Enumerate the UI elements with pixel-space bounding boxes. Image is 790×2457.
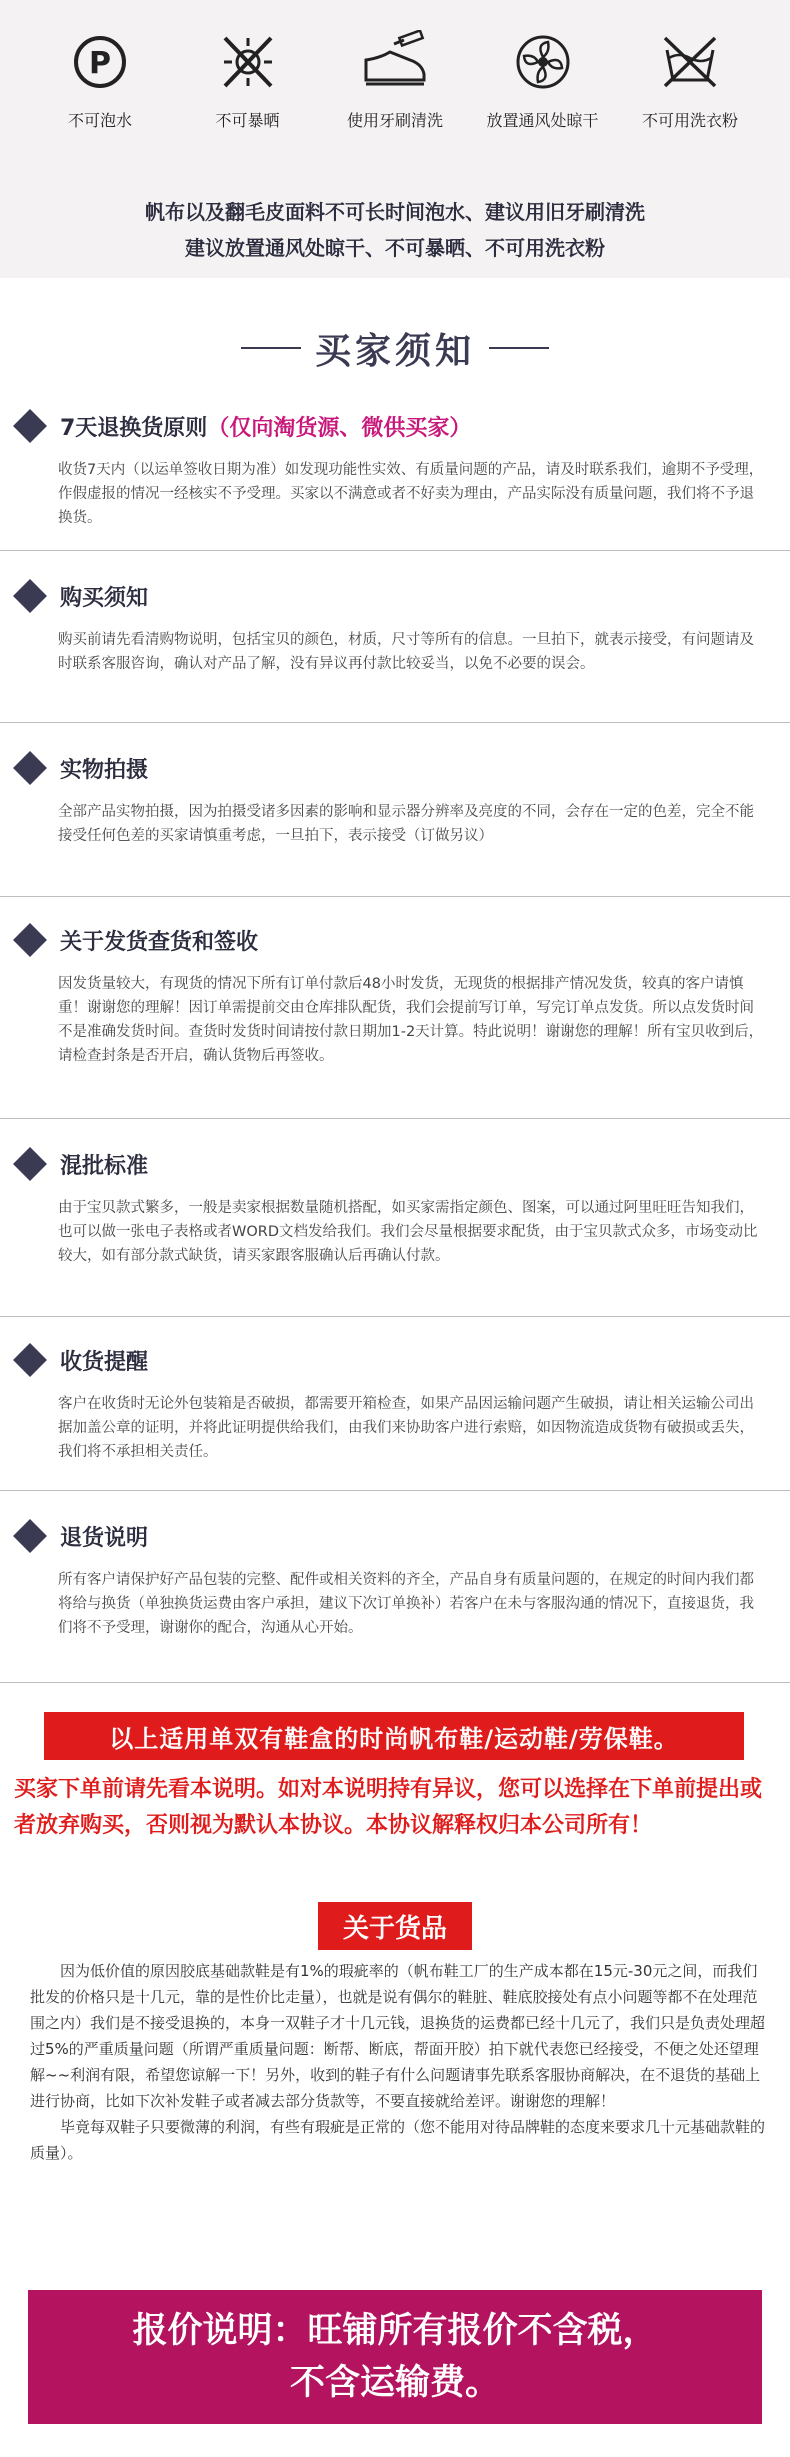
section-divider [0,1490,790,1491]
section-mixed-batch [0,1142,790,1268]
no-detergent-icon [655,30,725,94]
diamond-bullet-icon [13,1147,47,1181]
section-body: 购买前请先看清购物说明，包括宝贝的颜色，材质，尺寸等所有的信息。一旦拍下，就表示接受，有问题请及时联系客服咨询，确认对产品了解，没有异议再付款比较妥当，以免不必要的误会。 [58,632,754,672]
diamond-bullet-icon [13,579,47,613]
care-label: 不可暴晒 [215,111,280,130]
quote-line: 报价说明：旺铺所有报价不含税， [132,2311,658,2351]
section-real-photos [0,746,790,848]
applicability-banner: 以上适用单双有鞋盒的时尚帆布鞋/运动鞋/劳保鞋。 [44,1712,744,1760]
section-header [0,918,790,962]
section-return-note [0,1514,790,1640]
care-label: 使用牙刷清洗 [346,111,443,130]
care-summary-line: 帆布以及翻毛皮面料不可长时间泡水、建议用旧牙刷清洗 [145,200,645,224]
diamond-bullet-icon [13,923,47,957]
section-receipt-reminder [0,1338,790,1464]
section-divider [0,896,790,897]
care-label: 不可泡水 [67,111,132,130]
care-icon-row [30,30,760,140]
care-summary-line: 建议放置通风处晾干、不可暴晒、不可用洗衣粉 [185,236,605,260]
section-body: 因发货量较大，有现货的情况下所有订单付款后48小时发货，无现货的根据排产情况发货，较真的客户请慎重！谢谢您的理解！因订单需提前交由仓库排队配货，我们会提前写订单，写完订单点发货。所以点发货时间不是准确发货时间。查货时发货时间请按付款日期加1-2天计算。特此说明！谢谢您的理解！所有宝贝收到后，请检查封条是否开启，确认货物后再签收。 [58,976,764,1064]
section-divider [0,722,790,723]
section-divider [0,1316,790,1317]
care-label: 放置通风处晾干 [486,111,599,130]
section-header [0,1338,790,1382]
section-body: 客户在收货时无论外包装箱是否破损，都需要开箱检查，如果产品因运输问题产生破损，请让相关运输公司出据加盖公章的证明，并将此证明提供给我们，由我们来协助客户进行索赔，如因物流造成货物有破损或丢失，我们将不承担相关责任。 [58,1396,754,1460]
quote-line: 不含运输费。 [289,2363,500,2403]
care-item-brush [325,30,465,140]
section-title: 关于发货查货和签收 [60,929,259,955]
section-body: 全部产品实物拍摄，因为拍摄受诸多因素的影响和显示器分辨率及亮度的不同，会存在一定的色差，完全不能接受任何色差的买家请慎重考虑，一旦拍下，表示接受（订做另议） [58,804,754,844]
no-sun-icon [213,30,283,94]
air-dry-icon [508,30,578,94]
section-title: 购买须知 [60,585,149,611]
about-goods-title: 关于货品 [318,1902,472,1950]
section-title-highlight: （仅向淘货源、微供买家） [207,415,472,441]
section-body: 所有客户请保护好产品包装的完整、配件或相关资料的齐全，产品自身有质量问题的，在规定的时间内我们都将给与换货（单独换货运费由客户承担，建议下次订单换补）若客户在未与客服沟通的情况下，直接退货，我们将不予受理，谢谢你的配合，沟通从心开始。 [58,1572,754,1636]
buyer-notice-title: 买家须知 [314,330,475,372]
section-purchase-notice [0,574,790,676]
section-body: 由于宝贝款式繁多，一般是卖家根据数量随机搭配，如买家需指定颜色、图案，可以通过阿里旺旺告知我们，也可以做一张电子表格或者WORD文档发给我们。我们会尽量根据要求配货，由于宝贝款式众多，市场变动比较大，如有部分款式缺货，请买家跟客服确认后再确认付款。 [58,1200,758,1264]
section-header [0,746,790,790]
shoe-brush-icon [360,30,430,94]
section-title: 收货提醒 [60,1349,149,1375]
svg-text:P: P [89,46,111,81]
section-header [0,1142,790,1186]
section-shipping [0,918,790,1068]
section-divider [0,550,790,551]
heading-dash [489,347,549,349]
about-goods-paragraph: 因为低价值的原因胶底基础款鞋是有1%的瑕疵率的（帆布鞋工厂的生产成本都在15元-30元之间，而我们批发的价格只是十几元，靠的是性价比走量），也就是说有偶尔的鞋脏、鞋底胶接处有点小问题等都不在处理范围之内）我们是不接受退换的，本身一双鞋子才十几元钱，退换货的运费都已经十几元了，我们只是负责处理超过5%的严重质量问题（所谓严重质量问题：断帮、断底，帮面开胶）拍下就代表您已经接受，不便之处还望理解~~利润有限，希望您谅解一下！另外，收到的鞋子有什么问题请事先联系客服协商解决，在不退货的基础上进行协商，比如下次补发鞋子或者减去部分货款等，不要直接就给差评。谢谢您的理解！ [30,1962,766,2110]
diamond-bullet-icon [13,1343,47,1377]
section-title-text: 7天退换货原则 [60,415,208,441]
diamond-bullet-icon [13,1519,47,1553]
section-divider [0,1118,790,1119]
care-label: 不可用洗衣粉 [641,111,738,130]
diamond-bullet-icon [13,409,47,443]
care-instructions [0,0,790,278]
care-item-no-detergent [620,30,760,140]
agreement-notice: 买家下单前请先看本说明。如对本说明持有异议，您可以选择在下单前提出或者放弃购买，否则视为默认本协议。本协议解释权归本公司所有！ [14,1777,763,1838]
section-title: 退货说明 [60,1525,149,1551]
care-item-no-soak [30,30,170,140]
section-header [0,1514,790,1558]
no-soak-icon [65,30,135,94]
section-title: 实物拍摄 [60,757,149,783]
care-item-no-sun [178,30,318,140]
about-goods-text [30,1958,765,2166]
heading-dash [241,347,301,349]
section-header [0,404,790,448]
section-body: 收货7天内（以运单签收日期为准）如发现功能性实效、有质量问题的产品，请及时联系我们，逾期不予受理，作假虚报的情况一经核实不予受理。买家以不满意或者不好卖为理由，产品实际没有质量问题，我们将不予退换货。 [58,462,764,526]
section-title: 混批标准 [60,1153,149,1179]
diamond-bullet-icon [13,751,47,785]
section-header [0,574,790,618]
about-goods-paragraph: 毕竟每双鞋子只要微薄的利润，有些有瑕疵是正常的（您不能用对待品牌鞋的态度来要求几十元基础款鞋的质量）。 [30,2118,766,2162]
section-divider [0,1682,790,1683]
quote-notice-box [28,2290,762,2424]
section-title [60,411,471,442]
buyer-notice-heading [0,318,790,378]
care-item-air-dry [473,30,613,140]
section-return-policy [0,404,790,530]
